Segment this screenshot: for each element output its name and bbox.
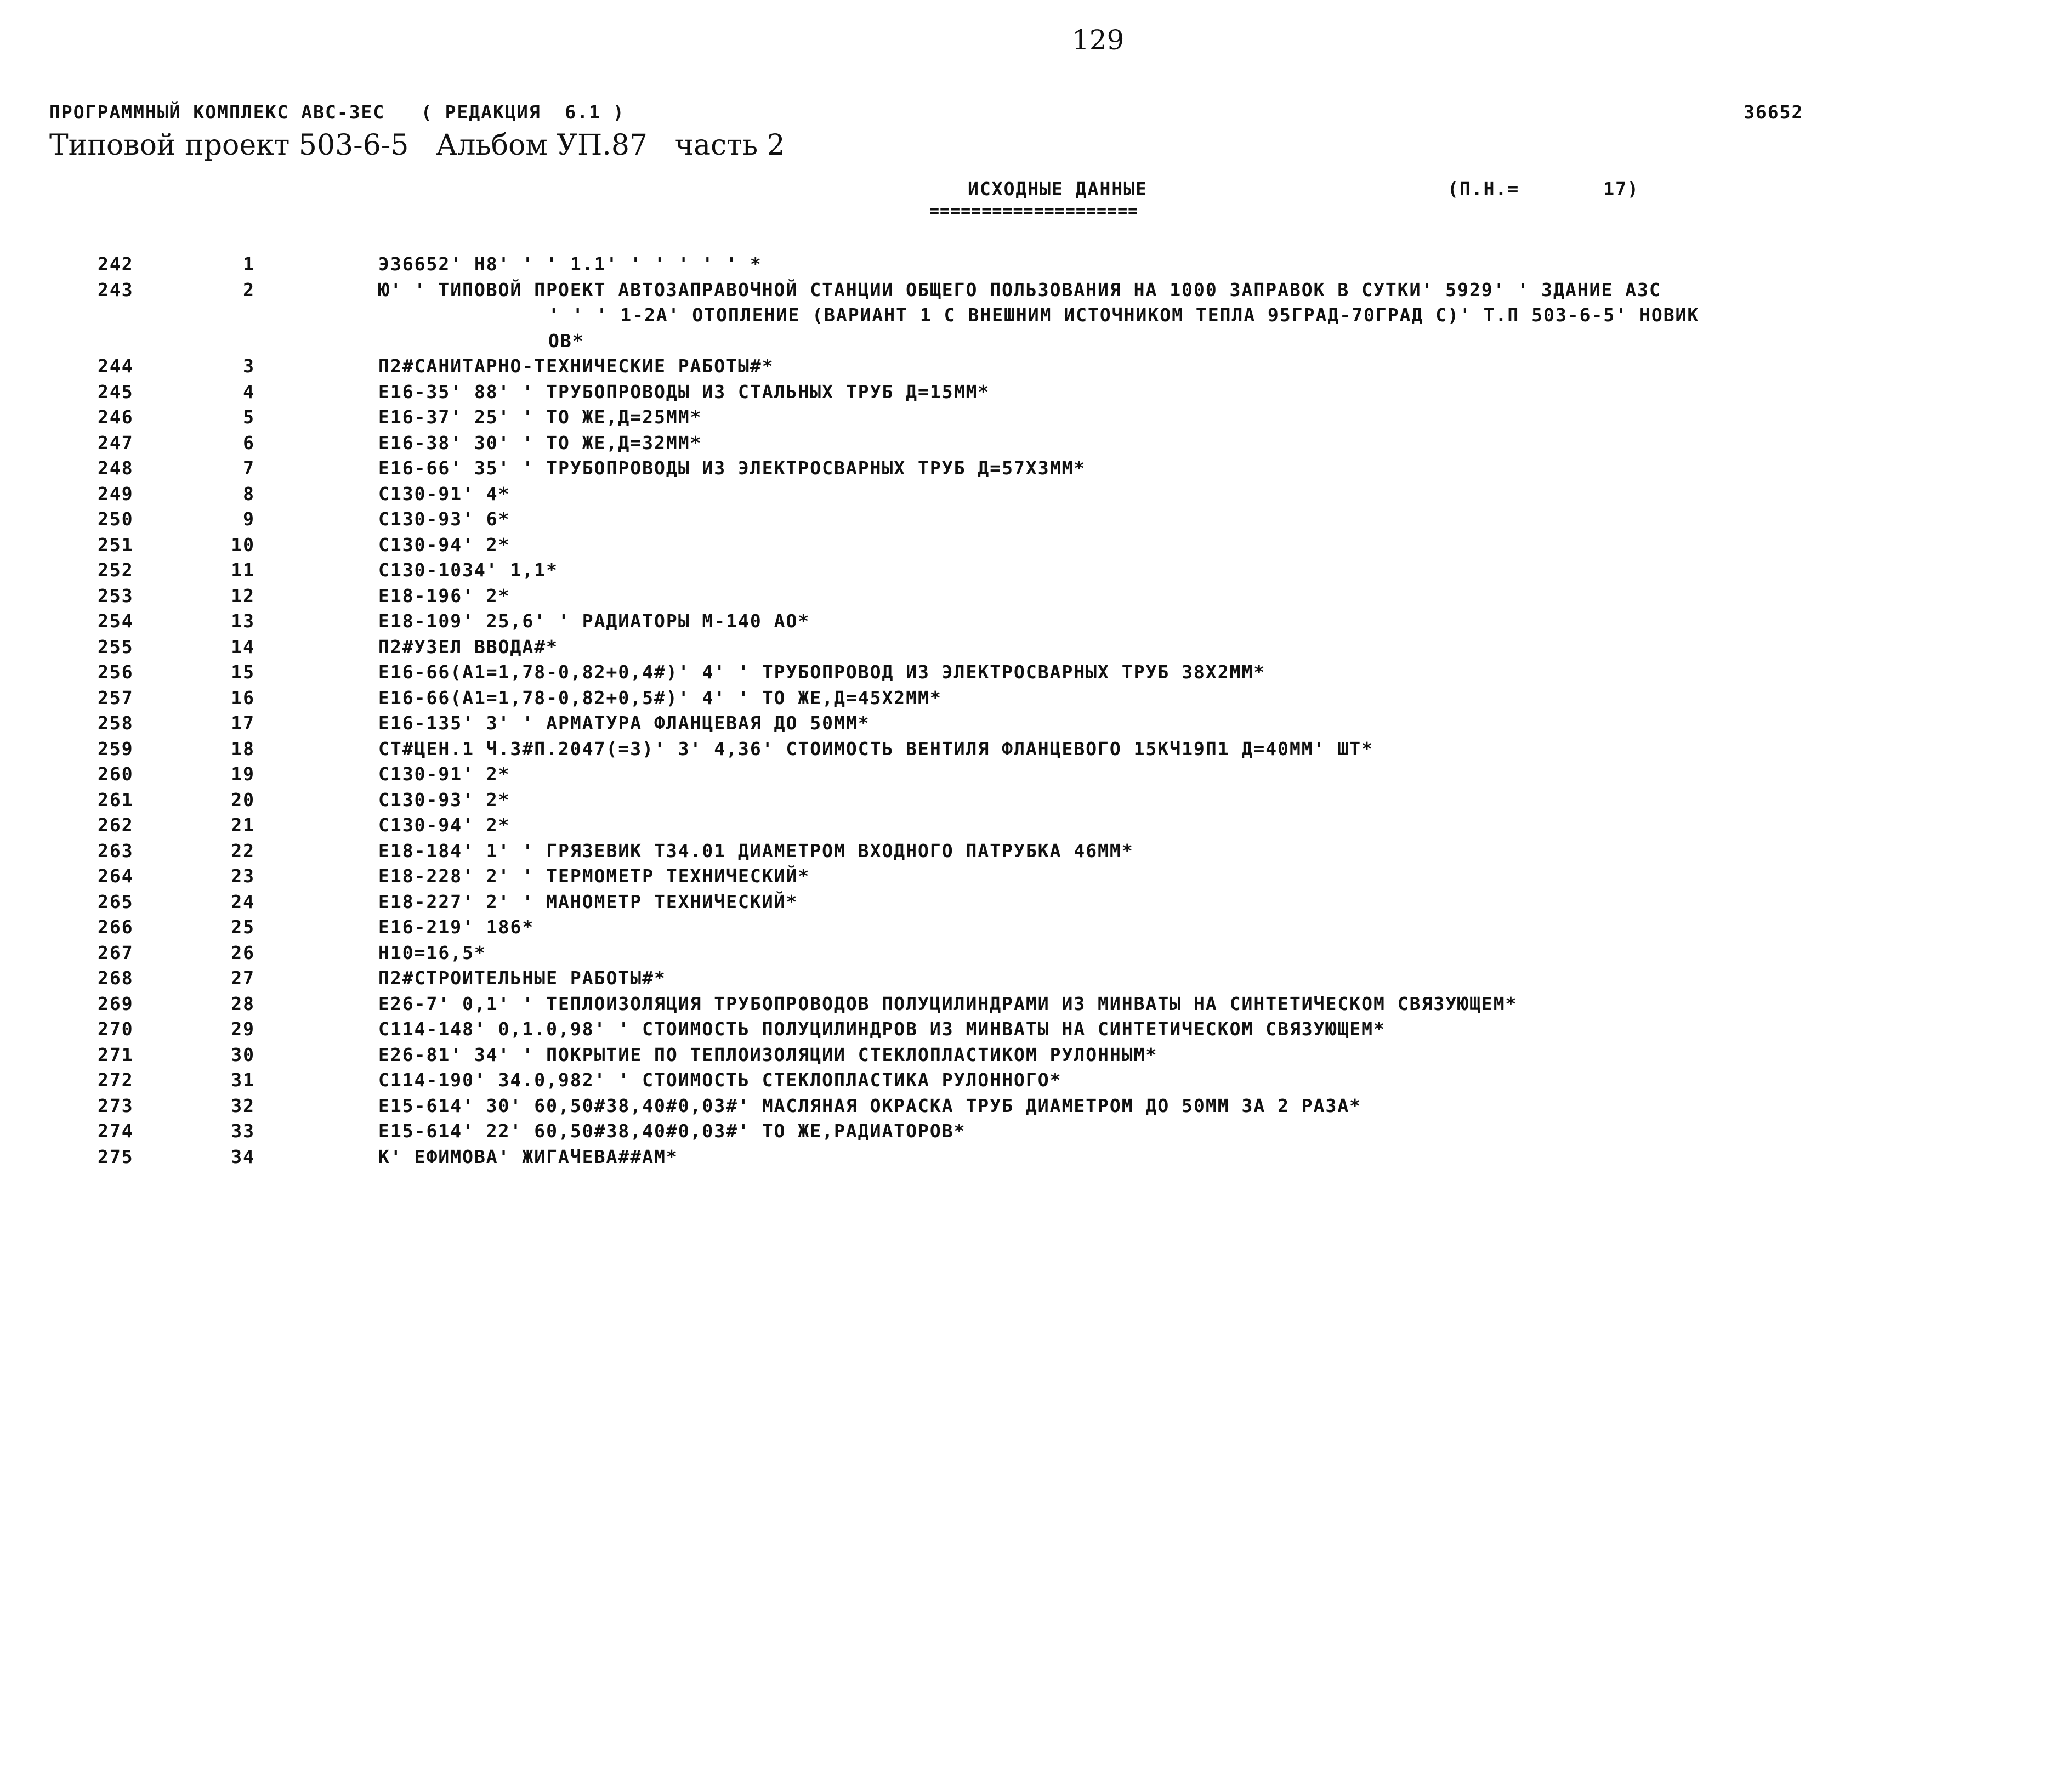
record-text: Е18-196' 2* [378,585,510,606]
line-number: 269 [98,992,134,1014]
sequence-number: 7 [243,457,255,479]
record-text: С130-94' 2* [378,534,510,555]
record-text: П2#САНИТАРНО-ТЕХНИЧЕСКИЕ РАБОТЫ#* [378,355,774,377]
line-number: 271 [98,1043,134,1065]
line-number: 254 [98,610,134,632]
data-listing [0,253,2072,1171]
sequence-number: 1 [243,253,255,275]
record-text: Е16-219' 186* [378,916,535,938]
line-number: 255 [98,636,134,657]
line-number: 268 [98,967,134,989]
record-text: С130-1034' 1,1* [378,559,559,581]
listing-row [0,1069,2072,1095]
record-text: П2#СТРОИТЕЛЬНЫЕ РАБОТЫ#* [378,967,666,989]
record-text: Е15-614' 30' 60,50#38,40#0,03#' МАСЛЯНАЯ ОКРАСКА ТРУБ ДИАМЕТРОМ ДО 50ММ ЗА 2 РАЗА* [378,1094,1362,1116]
sequence-number: 31 [231,1069,255,1091]
line-number: 259 [98,738,134,759]
record-text-continuation: ' ' ' 1-2А' ОТОПЛЕНИЕ (ВАРИАНТ 1 С ВНЕШНИМ ИСТОЧНИКОМ ТЕПЛА 95ГРАД-70ГРАД С)' Т.П 503-6-5' НОВИК [548,304,1700,326]
sequence-number: 25 [231,916,255,938]
sequence-number: 9 [243,508,255,530]
line-number: 257 [98,687,134,708]
record-text: С130-93' 2* [378,789,510,810]
record-text: Э36652' Н8' ' ' 1.1' ' ' ' ' ' * [378,253,762,275]
listing-row [0,279,2072,305]
record-text: Е16-38' 30' ' ТО ЖЕ,Д=32ММ* [378,432,702,453]
section-title: ИСХОДНЫЕ ДАННЫЕ [968,178,1148,200]
record-text: Е16-66' 35' ' ТРУБОПРОВОДЫ ИЗ ЭЛЕКТРОСВАРНЫХ ТРУБ Д=57Х3ММ* [378,457,1086,479]
line-number: 261 [98,789,134,810]
line-number: 273 [98,1094,134,1116]
line-number: 245 [98,381,134,402]
sequence-number: 3 [243,355,255,377]
sequence-number: 10 [231,534,255,555]
listing-row [0,355,2072,381]
listing-row [0,891,2072,917]
record-text: С130-93' 6* [378,508,510,530]
sequence-number: 27 [231,967,255,989]
record-text: Е18-227' 2' ' МАНОМЕТР ТЕХНИЧЕСКИЙ* [378,890,798,912]
line-number: 264 [98,865,134,887]
listing-row-continuation [0,330,2072,356]
record-text: К' ЕФИМОВА' ЖИГАЧЕВА##АМ* [378,1145,678,1167]
line-number: 244 [98,355,134,377]
line-number: 265 [98,890,134,912]
record-text: С130-94' 2* [378,814,510,836]
listing-row [0,253,2072,279]
listing-row [0,712,2072,738]
sequence-number: 13 [231,610,255,632]
record-text: СТ#ЦЕН.1 Ч.3#П.2047(=3)' 3' 4,36' СТОИМОСТЬ ВЕНТИЛЯ ФЛАНЦЕВОГО 15КЧ19П1 Д=40ММ' ШТ* [378,738,1374,759]
listing-row [0,559,2072,585]
line-number: 275 [98,1145,134,1167]
record-text: С130-91' 2* [378,763,510,785]
listing-row [0,1120,2072,1146]
listing-row [0,942,2072,968]
record-text: Е16-37' 25' ' ТО ЖЕ,Д=25ММ* [378,406,702,428]
sequence-number: 32 [231,1094,255,1116]
listing-row [0,738,2072,764]
line-number: 258 [98,712,134,734]
sequence-number: 19 [231,763,255,785]
line-number: 246 [98,406,134,428]
sequence-number: 29 [231,1018,255,1040]
listing-row [0,585,2072,611]
record-text: Е18-184' 1' ' ГРЯЗЕВИК Т34.01 ДИАМЕТРОМ ВХОДНОГО ПАТРУБКА 46ММ* [378,840,1134,861]
record-text: Е15-614' 22' 60,50#38,40#0,03#' ТО ЖЕ,РАДИАТОРОВ* [378,1120,966,1142]
line-number: 253 [98,585,134,606]
listing-row [0,763,2072,789]
sequence-number: 34 [231,1145,255,1167]
sequence-number: 33 [231,1120,255,1142]
line-number: 270 [98,1018,134,1040]
sequence-number: 20 [231,789,255,810]
listing-row [0,1095,2072,1121]
record-text: Ю' ' ТИПОВОЙ ПРОЕКТ АВТОЗАПРАВОЧНОЙ СТАНЦИИ ОБЩЕГО ПОЛЬЗОВАНИЯ НА 1000 ЗАПРАВОК В СУТКИ' 5929' ' ЗДАНИЕ АЗС [378,279,1661,300]
record-text: С130-91' 4* [378,483,510,504]
sequence-number: 11 [231,559,255,581]
line-number: 248 [98,457,134,479]
record-text: П2#УЗЕЛ ВВОДА#* [378,636,559,657]
listing-row [0,381,2072,407]
record-text: Е16-135' 3' ' АРМАТУРА ФЛАНЦЕВАЯ ДО 50ММ* [378,712,870,734]
listing-row [0,865,2072,891]
record-text: Н10=16,5* [378,941,486,963]
listing-row [0,508,2072,534]
line-number: 263 [98,840,134,861]
listing-row [0,687,2072,713]
listing-row [0,1044,2072,1070]
line-number: 274 [98,1120,134,1142]
listing-row [0,661,2072,687]
line-number: 242 [98,253,134,275]
record-text: С114-148' 0,1.0,98' ' СТОИМОСТЬ ПОЛУЦИЛИНДРОВ ИЗ МИНВАТЫ НА СИНТЕТИЧЕСКОМ СВЯЗУЮЩЕМ* [378,1018,1386,1040]
line-number: 252 [98,559,134,581]
sequence-number: 17 [231,712,255,734]
listing-row [0,457,2072,483]
listing-row [0,967,2072,993]
line-number: 272 [98,1069,134,1091]
listing-row [0,406,2072,432]
document-code: 36652 [1744,101,1804,123]
sequence-number: 5 [243,406,255,428]
record-text: Е16-66(А1=1,78-0,82+0,4#)' 4' ' ТРУБОПРОВОД ИЗ ЭЛЕКТРОСВАРНЫХ ТРУБ 38Х2ММ* [378,661,1266,683]
listing-row [0,840,2072,866]
record-text: Е26-7' 0,1' ' ТЕПЛОИЗОЛЯЦИЯ ТРУБОПРОВОДОВ ПОЛУЦИЛИНДРАМИ ИЗ МИНВАТЫ НА СИНТЕТИЧЕСКОМ СВЯЗУЮЩЕМ* [378,992,1518,1014]
record-text-continuation: ОВ* [548,330,584,351]
line-number: 250 [98,508,134,530]
listing-row-continuation [0,304,2072,330]
sequence-number: 18 [231,738,255,759]
listing-row [0,636,2072,662]
sequence-number: 23 [231,865,255,887]
record-text: Е16-66(А1=1,78-0,82+0,5#)' 4' ' ТО ЖЕ,Д=45Х2ММ* [378,687,942,708]
line-number: 266 [98,916,134,938]
line-number: 262 [98,814,134,836]
listing-row [0,534,2072,560]
listing-row [0,483,2072,509]
sequence-number: 28 [231,992,255,1014]
project-title: Типовой проект 503-6-5 Альбом УП.87 часть 2 [49,129,785,162]
sequence-number: 26 [231,941,255,963]
sequence-number: 16 [231,687,255,708]
line-number: 247 [98,432,134,453]
sequence-number: 15 [231,661,255,683]
sequence-number: 4 [243,381,255,402]
listing-row [0,814,2072,840]
sequence-number: 22 [231,840,255,861]
page-number: 129 [1072,24,1125,56]
section-underline: ==================== [929,202,1139,221]
listing-row [0,993,2072,1019]
sequence-number: 14 [231,636,255,657]
listing-row [0,1146,2072,1172]
sequence-number: 6 [243,432,255,453]
sequence-number: 8 [243,483,255,504]
record-text: Е26-81' 34' ' ПОКРЫТИЕ ПО ТЕПЛОИЗОЛЯЦИИ СТЕКЛОПЛАСТИКОМ РУЛОННЫМ* [378,1043,1158,1065]
record-text: Е16-35' 88' ' ТРУБОПРОВОДЫ ИЗ СТАЛЬНЫХ ТРУБ Д=15ММ* [378,381,990,402]
listing-row [0,1018,2072,1044]
sequence-number: 24 [231,890,255,912]
record-text: Е18-109' 25,6' ' РАДИАТОРЫ М-140 АО* [378,610,810,632]
record-text: Е18-228' 2' ' ТЕРМОМЕТР ТЕХНИЧЕСКИЙ* [378,865,810,887]
line-number: 243 [98,279,134,300]
sequence-number: 2 [243,279,255,300]
listing-row [0,789,2072,815]
line-number: 267 [98,941,134,963]
sequence-number: 12 [231,585,255,606]
line-number: 249 [98,483,134,504]
line-number: 251 [98,534,134,555]
listing-row [0,916,2072,942]
line-number: 260 [98,763,134,785]
line-number: 256 [98,661,134,683]
sequence-number: 21 [231,814,255,836]
listing-row [0,610,2072,636]
program-header: ПРОГРАММНЫЙ КОМПЛЕКС АВС-3ЕС ( РЕДАКЦИЯ 6.1 ) [49,101,625,123]
sequence-number: 30 [231,1043,255,1065]
section-reference: (П.Н.= 17) [1447,178,1639,200]
record-text: С114-190' 34.0,982' ' СТОИМОСТЬ СТЕКЛОПЛАСТИКА РУЛОННОГО* [378,1069,1062,1091]
listing-row [0,432,2072,458]
